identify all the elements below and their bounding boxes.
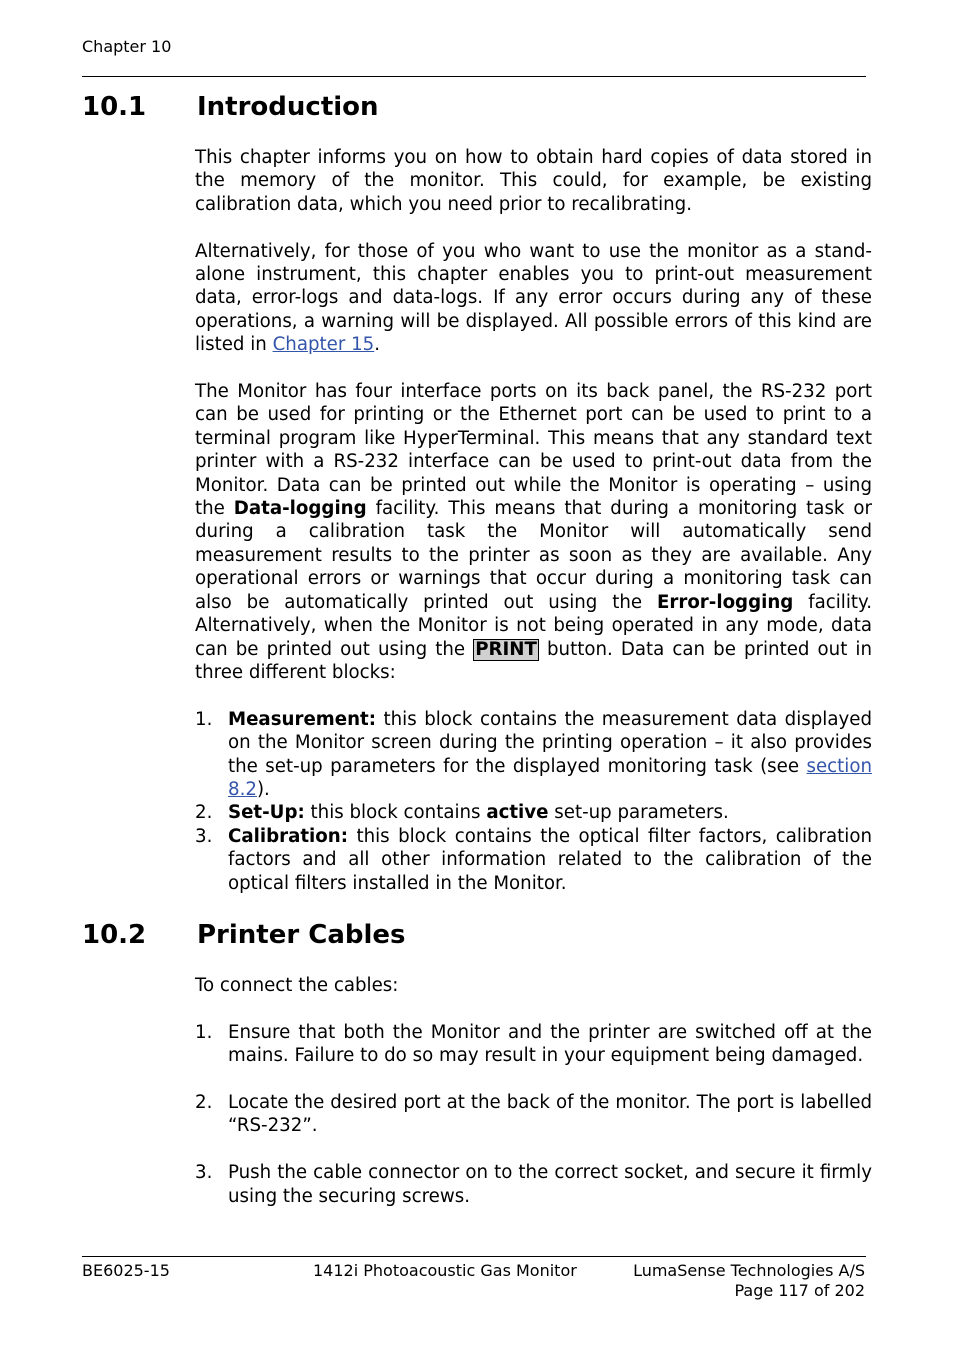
paragraph-text: .	[374, 334, 381, 356]
list-item	[195, 708, 872, 802]
section-number: 10.1	[82, 92, 147, 122]
paragraph-text: facility. This means that during a monitoring task or during a calibration task the Monitor will automatically send measurement results to the printer as soon as they are available. Any operational errors or warnings that occur during a monitoring task can also be automatically printed out using the	[195, 498, 873, 613]
list-number: 3.	[195, 825, 213, 847]
header-rule	[82, 76, 866, 77]
footer-company-page	[633, 1261, 865, 1301]
cables-intro: To connect the cables:	[195, 975, 399, 996]
print-button-label: PRINT	[475, 638, 537, 660]
list-item	[195, 1021, 872, 1068]
running-header-chapter: Chapter 10	[82, 37, 172, 56]
list-term: Measurement:	[228, 708, 376, 730]
footer-doc-id: BE6025-15	[82, 1261, 170, 1280]
list-text: this block contains the measurement data displayed on the Monitor screen during the printing operation – it also provides the set-up parameters for the displayed monitoring task (see	[228, 708, 872, 777]
paragraph-text: Alternatively, for those of you who want to use the monitor as a stand-alone instrument, this chapter enables you to print-out measurement data, error-logs and data-logs. If any error occurs during any of these operations, a warning will be displayed. All possible errors of this kind are listed in	[195, 240, 872, 356]
footer-page-number: Page 117 of 202	[734, 1281, 865, 1300]
introduction-body	[195, 146, 872, 895]
list-text: ).	[256, 778, 270, 800]
list-term: Calibration:	[228, 825, 348, 847]
list-text: Push the cable connector on to the correct socket, and secure it firmly using the securing screws.	[228, 1162, 872, 1207]
list-item	[195, 801, 872, 824]
section-8-2-link[interactable]: section 8.2	[228, 755, 872, 800]
footer-product: 1412i Photoacoustic Gas Monitor	[313, 1261, 577, 1280]
list-text: set-up parameters.	[548, 802, 729, 824]
list-number: 2.	[195, 1092, 213, 1113]
list-item	[195, 1161, 872, 1208]
section-number: 10.2	[82, 920, 147, 950]
list-text: this block contains the optical filter factors, calibration factors and all other information related to the calibration of the optical filters installed in the Monitor.	[228, 825, 872, 894]
list-text: Locate the desired port at the back of the monitor. The port is labelled “RS-232”.	[228, 1092, 872, 1137]
data-logging-term: Data-logging	[233, 498, 367, 520]
list-number: 3.	[195, 1162, 213, 1184]
intro-paragraph-1: This chapter informs you on how to obtain hard copies of data stored in the memory of the monitor. This could, for example, be existing calibration data, which you need prior to recalibrating.	[195, 147, 872, 215]
chapter-15-link[interactable]: Chapter 15	[272, 334, 375, 356]
section-title: Printer Cables	[197, 920, 406, 950]
paragraph-text: The Monitor has four interface ports on its back panel, the RS-232 port can be used for printing or the Ethernet port can be used to print to a terminal program like HyperTerminal. This means that any standard text printer with a RS-232 interface can be used to print-out data from the Monitor. Data can be printed out while the Monitor is operating – using the	[195, 381, 872, 520]
error-logging-term: Error-logging	[656, 591, 794, 613]
print-blocks-list	[195, 708, 872, 895]
footer-rule	[82, 1256, 866, 1257]
paragraph-text: facility. Alternatively, when the Monitor is not being operated in any mode, data can be printed out using the	[195, 591, 872, 660]
connection-steps-list	[195, 1021, 872, 1208]
list-item	[195, 1091, 872, 1138]
section-title: Introduction	[197, 92, 379, 122]
list-text: this block contains	[304, 802, 487, 824]
list-number: 1.	[195, 708, 213, 730]
active-term: active	[486, 802, 549, 824]
list-item	[195, 825, 872, 895]
list-number: 2.	[195, 802, 213, 824]
printer-cables-body	[195, 974, 872, 1208]
list-number: 1.	[195, 1021, 213, 1043]
list-text: Ensure that both the Monitor and the printer are switched off at the mains. Failure to do so may result in your equipment being damaged.	[228, 1021, 872, 1067]
intro-paragraph-2	[195, 240, 872, 357]
section-heading-introduction	[82, 91, 379, 123]
footer-company: LumaSense Technologies A/S	[633, 1261, 865, 1280]
list-term: Set-Up:	[228, 802, 305, 824]
paragraph-text: button. Data can be printed out in three different blocks:	[195, 638, 872, 683]
intro-paragraph-3	[195, 380, 872, 684]
section-heading-printer-cables	[82, 919, 406, 951]
